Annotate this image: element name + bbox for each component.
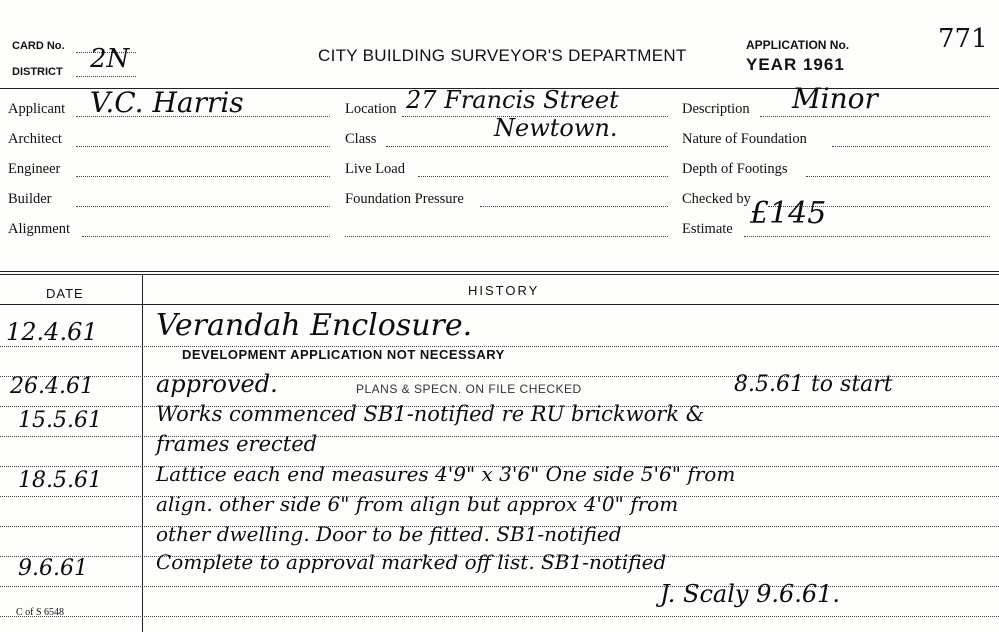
live-load-line	[418, 176, 668, 177]
alignment-label: Alignment	[8, 221, 71, 237]
nature-of-foundation-line	[832, 146, 990, 147]
history-date: 18.5.61	[18, 468, 102, 493]
history-date: 15.5.61	[18, 408, 102, 433]
history-header-rule	[0, 304, 999, 305]
architect-label: Architect	[8, 131, 62, 147]
district-label: DISTRICT	[12, 66, 63, 78]
card-no-label: CARD No.	[12, 40, 65, 52]
checked-by-label: Checked by	[682, 191, 751, 207]
history-date: 12.4.61	[6, 318, 98, 346]
nature-of-foundation-label: Nature of Foundation	[682, 131, 807, 147]
history-text: Verandah Enclosure.	[156, 308, 473, 343]
history-column-header: HISTORY	[468, 283, 540, 298]
location-value-street: 27 Francis Street	[406, 86, 619, 114]
live-load-label: Live Load	[345, 161, 405, 177]
description-line	[760, 116, 990, 117]
applicant-label: Applicant	[8, 101, 66, 117]
estimate-label: Estimate	[682, 221, 733, 237]
history-text-extra: 8.5.61 to start	[734, 372, 893, 397]
year-label: YEAR 1961	[746, 55, 845, 74]
foundation-pressure-line	[480, 206, 668, 207]
application-no-value: 771	[938, 24, 988, 54]
location-value-suburb: Newtown.	[494, 114, 618, 142]
estimate-value: £145	[750, 196, 827, 231]
history-text: approved.	[156, 370, 278, 398]
description-value: Minor	[792, 82, 878, 115]
date-column-header: DATE	[46, 286, 84, 301]
signature: J. Scaly 9.6.61.	[660, 580, 841, 608]
engineer-line	[76, 176, 330, 177]
engineer-label: Engineer	[8, 161, 61, 177]
date-column-divider	[142, 274, 143, 632]
estimate-line	[744, 236, 990, 237]
district-line	[76, 76, 136, 77]
alignment-line	[82, 236, 330, 237]
history-text: Lattice each end measures 4'9" x 3'6" One side 5'6" from	[156, 462, 736, 486]
history-stamp: DEVELOPMENT APPLICATION NOT NECESSARY	[182, 347, 505, 362]
history-rule	[0, 436, 999, 437]
history-rule	[0, 616, 999, 617]
history-text: Complete to approval marked off list. SB1-notified	[156, 550, 667, 574]
history-date: 9.6.61	[18, 556, 88, 581]
depth-of-footings-label: Depth of Footings	[682, 161, 788, 177]
history-stamp: PLANS & SPECN. ON FILE CHECKED	[356, 382, 582, 396]
history-text: frames erected	[156, 432, 318, 456]
history-text: Works commenced SB1-notified re RU brickwork &	[156, 402, 705, 426]
history-text: other dwelling. Door to be fitted. SB1-notified	[156, 522, 622, 546]
application-no-label: APPLICATION No.	[746, 38, 850, 52]
description-label: Description	[682, 101, 750, 117]
history-rule	[0, 586, 999, 587]
architect-line	[76, 146, 330, 147]
history-text: align. other side 6" from align but approx 4'0" from	[156, 492, 679, 516]
history-date: 26.4.61	[10, 374, 94, 399]
class-label: Class	[345, 131, 377, 147]
builder-label: Builder	[8, 191, 52, 207]
blank-line	[345, 236, 668, 237]
applicant-value: V.C. Harris	[90, 86, 244, 119]
location-label: Location	[345, 101, 397, 117]
depth-of-footings-line	[806, 176, 990, 177]
form-code: C of S 6548	[16, 607, 65, 618]
department-title: CITY BUILDING SURVEYOR'S DEPARTMENT	[318, 46, 687, 65]
district-value: 2N	[90, 44, 130, 74]
class-line	[386, 146, 668, 147]
foundation-pressure-label: Foundation Pressure	[345, 191, 464, 207]
history-top-rule-2	[0, 274, 999, 275]
history-top-rule-1	[0, 271, 999, 272]
builder-line	[76, 206, 330, 207]
